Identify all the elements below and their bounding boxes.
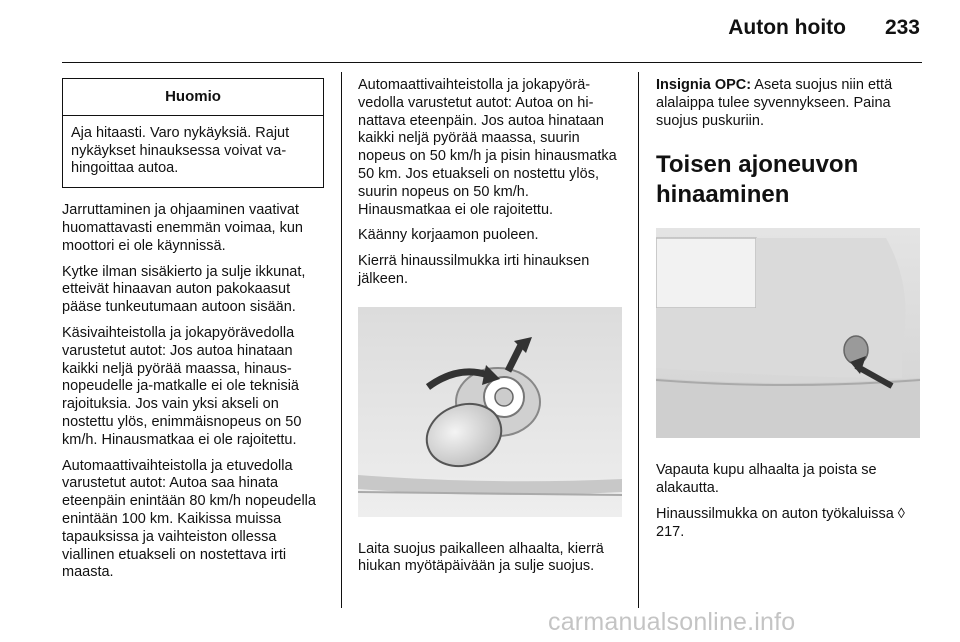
column-divider bbox=[341, 72, 342, 608]
paragraph: Hinaussilmukka on auton työkaluissa ◊ 217. bbox=[656, 505, 905, 540]
notice-text: Aja hitaasti. Varo nykäyksiä. Rajut nykäykset hinauksessa voivat vahingoittaa autoa. bbox=[71, 124, 290, 177]
paragraph: Jarruttaminen ja ohjaaminen vaativat huomattavasti enemmän voimaa, kun moottori ei ole käynnissä. bbox=[62, 202, 303, 254]
column-left bbox=[62, 72, 324, 590]
paragraph bbox=[656, 77, 922, 130]
intro-text: Aseta suojus niin että alalaippa tulee syvennykseen. Paina suojus puskuriin. bbox=[656, 77, 893, 129]
rear-bumper-illustration bbox=[656, 228, 920, 438]
paragraph: Käänny korjaamon puoleen. bbox=[358, 227, 539, 244]
column-divider bbox=[638, 72, 639, 608]
section-heading: Toisen ajoneuvon hinaaminen bbox=[656, 151, 859, 209]
paragraph: Kytke ilman sisäkierto ja sulje ikkunat, etteivät hinaavan auton pakokaasut pääse tunkeutumaan autoon sisään. bbox=[62, 263, 306, 316]
column-middle bbox=[358, 77, 622, 584]
paragraph: Automaattivaihteistolla ja etuvedolla varustetut autot: Autoa saa hinata eteenpäin enintään 80 km/h nopeudella enintään 100 km. Kaikissa muissa tapauksissa ja vaihteiston ollessa viallinen etuakseli on nostettava irti maasta. bbox=[62, 457, 316, 581]
header-divider bbox=[62, 62, 922, 63]
towing-eye-cover-illustration bbox=[358, 307, 622, 517]
column-right bbox=[656, 77, 922, 549]
paragraph: Kierrä hinaussilmukka irti hinauksen jälkeen. bbox=[358, 253, 590, 287]
page-header-title: Auton hoito bbox=[728, 16, 846, 39]
notice-title: Huomio bbox=[63, 79, 323, 116]
paragraph: Vapauta kupu alhaalta ja poista se alakautta. bbox=[656, 462, 877, 496]
figure-caption: Laita suojus paikalleen alhaalta, kierrä hiukan myötäpäivään ja sulje suojus. bbox=[358, 540, 604, 575]
model-lead: Insignia OPC: bbox=[656, 77, 752, 93]
notice-box bbox=[62, 78, 324, 188]
watermark: carmanualsonline.info bbox=[548, 608, 796, 636]
paragraph: Automaattivaihteistolla ja jokapyörävedolla varustetut autot: Autoa on hinattava eteenpäin. Jos autoa hinataan kaikki neljä pyörää maassa, suurin nopeus on 50 km/h ja pisin hinausmatka 50 km. Jos etuakseli on nostettu ylös, suurin nopeus on 50 km/h. Hinausmatkaa ei ole rajoitettu. bbox=[358, 77, 617, 218]
page-number: 233 bbox=[884, 16, 920, 39]
paragraph: Käsivaihteistolla ja jokapyörävedolla varustetut autot: Jos autoa hinataan kaikki neljä pyörää maassa, hinausnopeudelle ja-matkalle ei ole teknisiä rajoituksia. Jos vain yksi akseli on nostettu ylös, enimmäisnopeus on 50 km/h. Hinausmatkaa ei ole rajoitettu. bbox=[62, 324, 302, 448]
